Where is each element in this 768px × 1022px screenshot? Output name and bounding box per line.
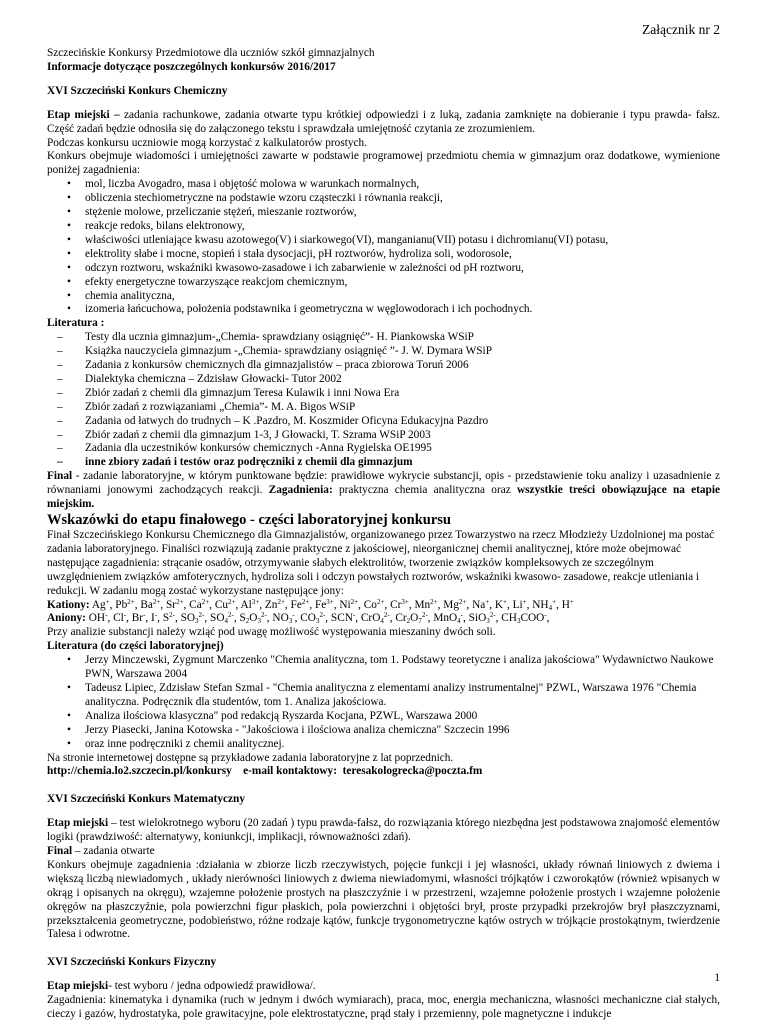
lab-intro: Finał Szczecińskiego Konkursu Chemicznego dla Gimnazjalistów, organizowanego przez Towarzystwo na rzecz Młodzieży Uzdolnionej ma postać zadania laboratoryjnego. Finaliści rozwiązują zadanie praktyczne z jakościowej, nieorganicznej chemii analitycznej, które może obejmować następujące zagadnienia: strącanie osadów, otrzymywanie słabych elektrolitów, tworzenie związków kompleksowych ze szczególnym uwzględnieniem związków amfoterycznych, hydroliza soli i odczyn powstałych roztworów, wskaźniki kwasowo- zasadowe, reakcje utleniania i redukcji. W zadaniu mogą zostać wykorzystane następujące jony:	[47, 529, 715, 597]
physics-stage-text: - test wyboru / jedna odpowiedź prawidłowa/.	[108, 980, 316, 993]
math-final	[47, 845, 720, 859]
chemistry-topics	[47, 178, 720, 317]
math-stage-text: – test wielokrotnego wyboru (20 zadań ) typu prawda-fałsz, do rozwiązania którego niezbędna jest podstawowa znajomość elementów logiki (prawdziwość: alternatywy, koniunkcji, implikacji, równoważności zdań).	[47, 817, 720, 844]
document-title: Szczecińskie Konkursy Przedmiotowe dla uczniów szkół gimnazjalnych	[47, 47, 375, 59]
list-item: – Zbiór zadań z rozwiązaniami „Chemia”- M. A. Bigos WSiP	[47, 401, 720, 415]
final-topics-bold: wszystkie treści obowiązujące na etapie miejskim.	[47, 484, 720, 511]
physics-stage	[47, 980, 720, 994]
annex-label: Załącznik nr 2	[642, 22, 720, 37]
physics-scope: Zagadnienia: kinematyka i dynamika (ruch w jednym i dwóch wymiarach), praca, moc, energia mechaniczna, własności mechaniczne ciał stałych, cieczy i gazów, hydrostatyka, pole grawitacyjne, pole elektrostatyczne, prąd stały i przemienny, pole magnetyczne i indukcje	[47, 994, 720, 1021]
list-item: • obliczenia stechiometryczne na podstawie wzoru cząsteczki i równania reakcji,	[47, 192, 720, 206]
final-label: Final	[47, 470, 73, 483]
document-subtitle: Informacje dotyczące poszczególnych konkursów 2016/2017	[47, 60, 336, 73]
list-item: • właściwości utleniające kwasu azotowego(V) i siarkowego(VI), manganianu(VII) potasu i dichromianu(VI) potasu,	[47, 234, 720, 248]
chemistry-stage	[47, 109, 720, 137]
math-final-text: – zadania otwarte	[72, 845, 155, 858]
physics-stage-label: Etap miejski	[47, 980, 109, 993]
list-item: • chemia analityczna,	[47, 290, 720, 304]
list-item: • Tadeusz Lipiec, Zdzisław Stefan Szmal - "Chemia analityczna z elementami analizy instrumentalnej" PZWL, Warszawa 1976 "Chemia analityczna. Podręcznik dla studentów, tom 1. Analiza jakościowa.	[47, 682, 720, 710]
chemistry-heading: XVI Szczeciński Konkurs Chemiczny	[47, 84, 228, 97]
list-item: – Książka nauczyciela gimnazjum -„Chemia- sprawdziany osiągnięć ”- J. W. Dymara WSiP	[47, 345, 720, 359]
list-item: – inne zbiory zadań i testów oraz podręczniki z chemii dla gimnazjum	[47, 456, 720, 470]
website-link[interactable]: http://chemia.lo2.szczecin.pl/konkursy	[47, 765, 232, 778]
list-item: • stężenie molowe, przeliczanie stężeń, mieszanie roztworów,	[47, 206, 720, 220]
lab-literature-label: Literatura (do części laboratoryjnej)	[47, 640, 224, 653]
list-item: • efekty energetyczne towarzyszące reakcjom chemicznym,	[47, 276, 720, 290]
lab-links	[47, 765, 720, 779]
cations-label: Kationy	[47, 598, 86, 611]
chemistry-stage-text: zadania rachunkowe, zadania otwarte typu krótkiej odpowiedzi i z luką, zadania zamknięte na dobieranie i typu prawda- fałsz. Część zadań będzie odnosiła się do załączonego tekstu i sprawdzała umiejętność czytania ze zrozumieniem.	[47, 108, 721, 135]
list-item: • izomeria łańcuchowa, położenia podstawnika i geometryczna w węglowodorach i ich pochodnych.	[47, 303, 720, 317]
list-item: – Zadania z konkursów chemicznych dla gimnazjalistów – praca zbiorowa Toruń 2006	[47, 359, 720, 373]
lab-mix-note: Przy analizie substancji należy wziąć pod uwagę możliwość występowania mieszaniny dwóch soli.	[47, 626, 496, 639]
list-item: – Dialektyka chemiczna – Zdzisław Głowacki- Tutor 2002	[47, 373, 720, 387]
list-item: • odczyn roztworu, wskaźniki kwasowo-zasadowe i ich zabarwienie w zależności od pH roztworu,	[47, 262, 720, 276]
math-stage-label: Etap miejski	[47, 817, 109, 830]
final-topics-text: praktyczna chemia analityczna oraz	[332, 484, 517, 497]
list-item: • reakcje redoks, bilans elektronowy,	[47, 220, 720, 234]
list-item: • elektrolity słabe i mocne, stopień i stała dysocjacji, pH roztworów, hydroliza soli, wodorosole,	[47, 248, 720, 262]
chemistry-stage-label: Etap miejski –	[47, 108, 120, 121]
list-item: – Testy dla ucznia gimnazjum-„Chemia- sprawdziany osiągnięć”- H. Piankowska WSiP	[47, 331, 720, 345]
math-final-label: Final	[47, 845, 73, 858]
page-number: 1	[714, 972, 720, 984]
lab-literature	[47, 654, 720, 751]
list-item: • Jerzy Piasecki, Janina Kotowska - "Jakościowa i ilościowa analiza chemiczna" Szczecin 1996	[47, 724, 720, 738]
chemistry-scope: Konkurs obejmuje wiadomości i umiejętności zawarte w podstawie programowej przedmiotu chemia w gimnazjum oraz dodatkowe, wymienione poniżej zagadnienia:	[47, 150, 720, 177]
chemistry-literature-label: Literatura :	[47, 317, 105, 330]
list-item: • Jerzy Minczewski, Zygmunt Marczenko "Chemia analityczna, tom 1. Podstawy teoretyczne i analiza jakościowa" Wydawnictwo Naukowe PWN, Warszawa 2004	[47, 654, 720, 682]
math-stage	[47, 817, 720, 845]
lab-cations: Kationy: Ag+, $Pb^{2+}$, $Ba^{2+}$, $Sr^{2+}$, $Ca^{2+}$, $Cu^{2+}$, $Al^{3+}$, $Zn^{2+}$, $Fe^{2+}$, $Fe^{3+}$, $Ni^{2+}$, $Co^{2+}$, $Cr^{3+}$, $Mn^{2+}$, $Mg^{2+}$, Na+, K+, Li+, $NH_4^+$, H+	[47, 597, 574, 612]
lab-heading: Wskazówki do etapu finałowego - części laboratoryjnej konkursu	[47, 512, 451, 528]
document-page	[47, 22, 720, 1022]
list-item: – Zbiór zadań z chemii dla gimnazjum 1-3, J Głowacki, T. Szrama WSiP 2003	[47, 429, 720, 443]
math-scope: Konkurs obejmuje zagadnienia :działania w zbiorze liczb rzeczywistych, pojęcie funkcji i jej własności, układy równań liniowych z dwiema i większą liczbą niewiadomych , układy nierówności liniowych z dwiema niewiadomymi, własności trójkątów i czworokątów (również wpisanych w okrąg i opisanych na okręgu), wzajemne położenie prostych na płaszczyźnie i w przestrzeni, wzajemne położenie prostych i wzajemne położenie okręgów na płaszczyźnie, pola powierzchni figur płaskich, pola powierzchni i objętości brył, proste przypadki przekrojów brył płaszczyznami, przekształcenia geometryczne, podobieństwo, różne rodzaje kątów, funkcje trygonometryczne kątów ostrych w trójkącie prostokątnym, twierdzenie Talesa i odwrotne.	[47, 858, 720, 941]
final-text: - zadanie laboratoryjne, w którym punktowane będzie: prawidłowe wykrycie substancji, opis - przedstawienie toku analizy i uzasadnienie z równaniami jonowymi zachodzących reakcji.	[47, 470, 720, 497]
final-topics-label: Zagadnienia:	[268, 484, 333, 497]
list-item: • mol, liczba Avogadro, masa i objętość molowa w warunkach normalnych,	[47, 178, 720, 192]
chemistry-final	[47, 470, 720, 512]
chemistry-literature	[47, 331, 720, 470]
contact-email[interactable]: e-mail kontaktowy: teresakologrecka@poczta.fm	[231, 765, 483, 778]
list-item: • oraz inne podręczniki z chemii analitycznej.	[47, 738, 720, 752]
lab-web-note: Na stronie internetowej dostępne są przykładowe zadania laboratoryjne z lat poprzednich.	[47, 751, 454, 764]
anions-label: Aniony	[47, 612, 83, 625]
list-item: – Zbiór zadań z chemii dla gimnazjum Teresa Kulawik i inni Nowa Era	[47, 387, 720, 401]
math-heading: XVI Szczeciński Konkurs Matematyczny	[47, 793, 245, 806]
chemistry-calc: Podczas konkursu uczniowie mogą korzystać z kalkulatorów prostych.	[47, 136, 367, 149]
list-item: • Analiza ilościowa klasyczna" pod redakcją Ryszarda Kocjana, PZWL, Warszawa 2000	[47, 710, 720, 724]
list-item: – Zadania dla uczestników konkursów chemicznych -Anna Rygielska OE1995	[47, 442, 720, 456]
lab-anions: Aniony: OH-, Cl-, Br-, I-, $S^{2-}$, $SO_3^{2-}$, $SO_4^{2-}$, $S_2O_3^{2-}$, $NO_3^-$, $CO_3^{2-}$, SCN-, CrO$_4^{2-}$, $Cr_2O_7^{2-}$, MnO$_4$-, SiO$_3^{2-}$, $CH_3COO^-$,	[47, 611, 550, 626]
list-item: – Zadania od łatwych do trudnych – K .Pazdro, M. Koszmider Oficyna Edukacyjna Pazdro	[47, 415, 720, 429]
physics-heading: XVI Szczeciński Konkurs Fizyczny	[47, 956, 217, 969]
